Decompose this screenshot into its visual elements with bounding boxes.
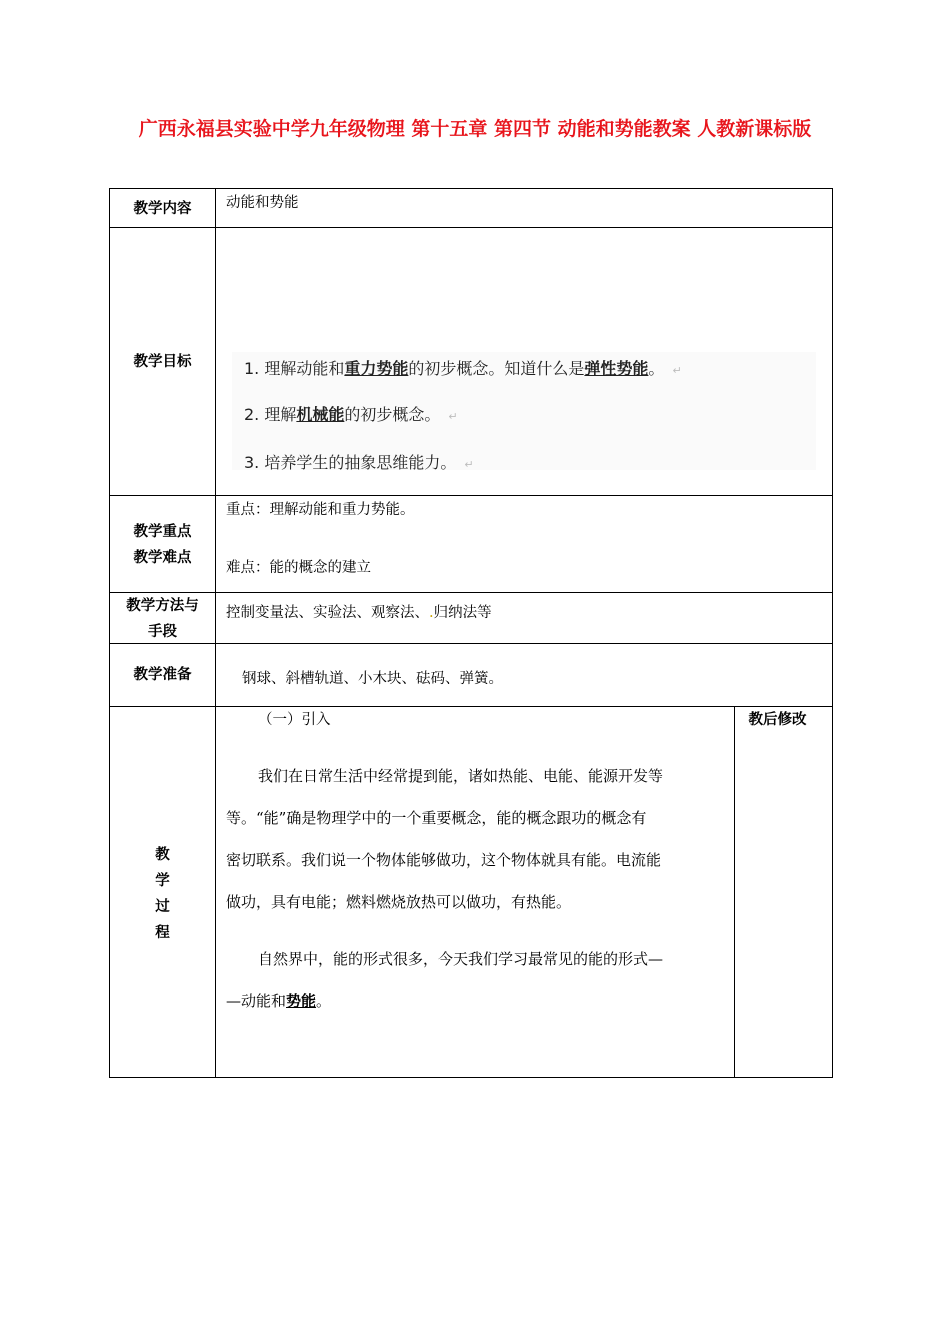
stray-dot: .: [429, 605, 434, 621]
goal-text: 培养学生的抽象思维能力。: [264, 453, 457, 472]
content-label: 教学内容: [133, 201, 192, 217]
methods-text: 归纳法等: [433, 605, 492, 621]
return-mark-icon: ↵: [448, 410, 458, 423]
goal-term: 弹性势能: [584, 359, 649, 378]
prep-value: 钢球、斜槽轨道、小木块、砝码、弹簧。: [242, 671, 503, 687]
goal-text: 的初步概念。: [344, 405, 441, 424]
difficulty-text: 难点：能的概念的建立: [226, 560, 371, 576]
section-heading: （一）引入: [258, 712, 331, 728]
goal-number: 2.: [244, 405, 260, 424]
paragraph-line: 等。“能”确是物理学中的一个重要概念，能的概念跟功的概念有: [226, 809, 647, 827]
paragraph-text: 。: [316, 992, 332, 1010]
goals-label: 教学目标: [133, 354, 192, 370]
process-label: [110, 842, 215, 946]
row-divider: [109, 227, 833, 228]
table-border-top: [109, 188, 833, 189]
prep-label: 教学准备: [133, 667, 192, 683]
paragraph-line: 自然界中，能的形式很多，今天我们学习最常见的能的形式—: [258, 950, 664, 968]
goals-list: [232, 352, 816, 470]
goal-text: 理解: [264, 405, 297, 424]
goal-text: 的初步概念。知道什么是: [408, 359, 585, 378]
process-label-char: 学: [155, 873, 170, 889]
term-potential-energy: 势能: [286, 992, 317, 1010]
row-divider: [109, 706, 833, 707]
table-border-bottom: [109, 1077, 833, 1078]
content-value: 动能和势能: [226, 195, 299, 211]
goal-number: 1.: [244, 359, 260, 378]
goal-text: 。: [648, 359, 665, 378]
forms-paragraph: [226, 938, 726, 1022]
paragraph-line: 我们在日常生活中经常提到能，诸如热能、电能、能源开发等: [258, 767, 664, 785]
goal-item: [244, 356, 682, 379]
revision-label: 教后修改: [748, 712, 807, 728]
row-divider: [109, 495, 833, 496]
goal-text: 理解动能和: [264, 359, 345, 378]
difficulty-label: 教学难点: [133, 550, 192, 566]
process-label-char: 过: [155, 899, 170, 915]
process-label-char: 教: [155, 847, 170, 863]
revision-column-divider: [734, 706, 735, 1078]
methods-label-line1: 教学方法与: [126, 598, 199, 614]
row-divider: [109, 592, 833, 593]
goal-number: 3.: [244, 453, 260, 472]
keypoints-label: [110, 519, 215, 571]
paragraph-line: 做功，具有电能；燃料燃烧放热可以做功，有热能。: [226, 893, 572, 911]
paragraph-text: —动能和: [226, 992, 287, 1010]
key-label: 教学重点: [133, 524, 192, 540]
paragraph-line: 密切联系。我们说一个物体能够做功，这个物体就具有能。电流能: [226, 851, 662, 869]
page-title: 广西永福县实验中学九年级物理 第十五章 第四节 动能和势能教案 人教新课标版: [138, 118, 812, 140]
column-divider: [215, 188, 216, 1078]
return-mark-icon: ↵: [672, 364, 682, 377]
row-divider: [109, 643, 833, 644]
goal-item: [244, 402, 458, 425]
goal-term: 重力势能: [344, 359, 409, 378]
methods-text: 控制变量法、实验法、观察法、: [226, 605, 429, 621]
paragraph-line: [226, 980, 726, 1022]
methods-value: [226, 603, 492, 623]
return-mark-icon: ↵: [464, 458, 474, 471]
methods-label-line2: 手段: [148, 624, 177, 640]
key-point-text: 重点：理解动能和重力势能。: [226, 502, 415, 518]
goal-item: [244, 450, 474, 473]
table-border-right: [832, 188, 833, 1078]
intro-paragraph: [226, 755, 726, 923]
goal-term: 机械能: [296, 405, 345, 424]
process-label-char: 程: [155, 925, 170, 941]
methods-label: [110, 593, 215, 645]
